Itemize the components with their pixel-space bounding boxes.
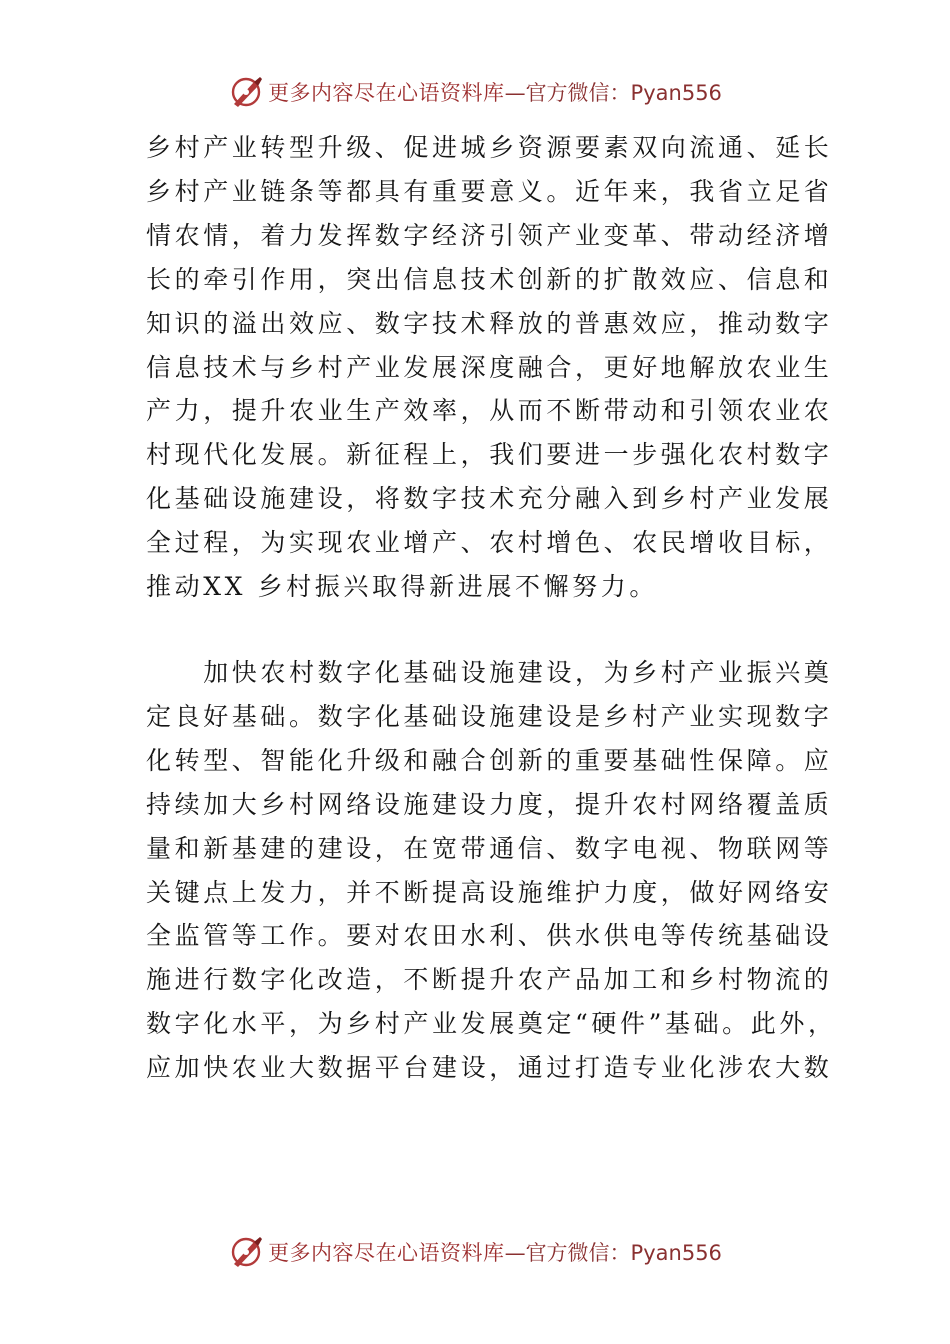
text-line: 化转型、智能化升级和融合创新的重要基础性保障。应 (146, 745, 833, 775)
text-line: 关键点上发力，并不断提高设施维护力度，做好网络安 (146, 877, 833, 907)
footer-banner (0, 1230, 950, 1274)
text-line: 乡村产业转型升级、促进城乡资源要素双向流通、延长 (146, 133, 833, 162)
paragraph-1 (146, 126, 833, 609)
text-line: 持续加大乡村网络设施建设力度，提升农村网络覆盖质 (146, 789, 833, 819)
text-line: 应加快农业大数据平台建设，通过打造专业化涉农大数 (146, 1053, 833, 1083)
pen-nib-logo-icon (228, 74, 264, 110)
text-line: 乡村产业链条等都具有重要意义。近年来，我省立足省 (146, 176, 833, 206)
text-line: 信息技术与乡村产业发展深度融合，更好地解放农业生 (146, 352, 833, 382)
header-wechat-text: —官方微信：Pyan556 (504, 81, 722, 105)
text-line: 定良好基础。数字化基础设施建设是乡村产业实现数字 (146, 701, 833, 731)
text-line: 化基础设施建设，将数字技术充分融入到乡村产业发展 (146, 484, 833, 514)
header-banner (0, 70, 950, 114)
text-line: 全过程，为实现农业增产、农村增色、农民增收目标， (146, 528, 833, 558)
footer-site-text: 更多内容尽在心语资料库 (268, 1241, 505, 1265)
text-line: 全监管等工作。要对农田水利、供水供电等传统基础设 (146, 921, 833, 951)
text-line: 情农情，着力发挥数字经济引领产业变革、带动经济增 (146, 220, 833, 250)
text-line: 长的牵引作用，突出信息技术创新的扩散效应、信息和 (146, 264, 833, 294)
text-line: 产力，提升农业生产效率，从而不断带动和引领农业农 (146, 396, 833, 426)
text-line: 知识的溢出效应、数字技术释放的普惠效应，推动数字 (146, 308, 833, 338)
text-line: 量和新基建的建设，在宽带通信、数字电视、物联网等 (146, 833, 833, 863)
paragraph-2 (146, 651, 837, 1090)
pen-nib-logo-icon (228, 1234, 264, 1270)
footer-wechat-text: —官方微信：Pyan556 (504, 1241, 722, 1265)
header-site-text: 更多内容尽在心语资料库 (268, 81, 505, 105)
text-line: 施进行数字化改造，不断提升农产品加工和乡村物流的 (146, 965, 833, 995)
text-line: 村现代化发展。新征程上，我们要进一步强化农村数字 (146, 440, 833, 470)
text-line: 推动XX 乡村振兴取得新进展不懈努力。 (146, 572, 658, 602)
document-body (146, 126, 837, 1090)
text-line: 加快农村数字化基础设施建设，为乡村产业振兴奠 (146, 657, 833, 687)
text-line: 数字化水平，为乡村产业发展奠定“硬件”基础。此外， (146, 1009, 837, 1039)
